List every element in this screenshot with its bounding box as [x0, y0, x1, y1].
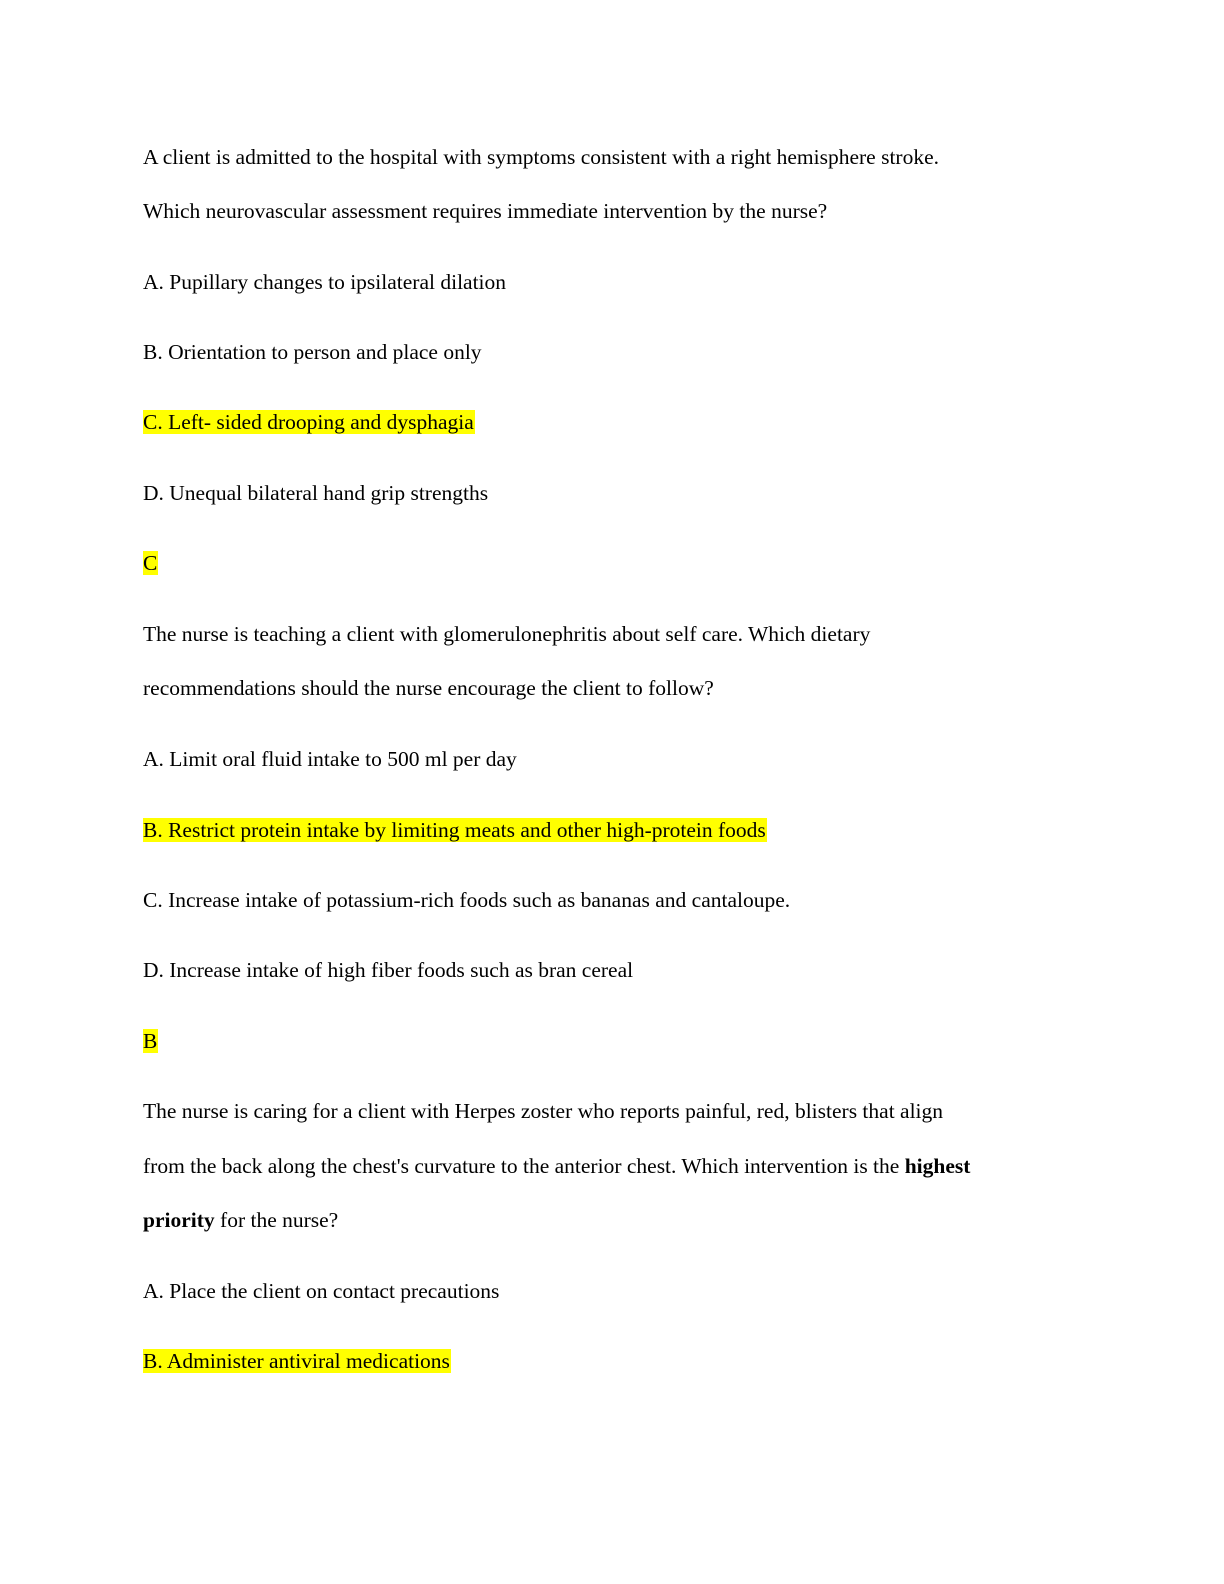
q1-option-b: B. Orientation to person and place only: [143, 340, 482, 364]
q1-option-a: A. Pupillary changes to ipsilateral dilation: [143, 270, 507, 294]
q3-stem-line-1: The nurse is caring for a client with Herpes zoster who reports painful, red, blisters that align: [143, 1099, 944, 1123]
q3-emphasis-highest: highest: [904, 1154, 971, 1178]
q3-option-b-highlighted: B. Administer antiviral medications: [143, 1349, 450, 1373]
q2-answer-highlighted: B: [143, 1029, 158, 1053]
q2-option-b: [143, 816, 767, 844]
q2-stem-line-2: recommendations should the nurse encourage the client to follow?: [143, 676, 714, 700]
q2-option-b-highlighted: B. Restrict protein intake by limiting meats and other high-protein foods: [143, 818, 766, 842]
q1-option-c: [143, 408, 475, 436]
q3-option-a: A. Place the client on contact precautions: [143, 1279, 500, 1303]
q1-option-d: D. Unequal bilateral hand grip strengths: [143, 481, 489, 505]
q2-option-d: D. Increase intake of high fiber foods such as bran cereal: [143, 958, 634, 982]
q1-stem-line-1: A client is admitted to the hospital with symptoms consistent with a right hemisphere stroke.: [143, 145, 939, 169]
q1-stem-line-2: Which neurovascular assessment requires immediate intervention by the nurse?: [143, 199, 828, 223]
q3-stem-line-2: [143, 1152, 970, 1180]
q3-stem-line-2-text: from the back along the chest's curvature to the anterior chest. Which intervention is the: [143, 1154, 905, 1178]
q1-answer-highlighted: C: [143, 551, 158, 575]
q3-emphasis-priority: priority: [143, 1208, 215, 1232]
q3-stem-line-3: [143, 1206, 338, 1234]
q2-answer: [143, 1027, 158, 1055]
q2-stem-line-1: The nurse is teaching a client with glomerulonephritis about self care. Which dietary: [143, 622, 871, 646]
q1-answer: [143, 549, 158, 577]
q2-option-c: C. Increase intake of potassium-rich foods such as bananas and cantaloupe.: [143, 888, 791, 912]
q3-option-b: [143, 1347, 451, 1375]
q3-stem-line-3-text: for the nurse?: [214, 1208, 339, 1232]
q1-option-c-highlighted: C. Left- sided drooping and dysphagia: [143, 410, 474, 434]
q2-option-a: A. Limit oral fluid intake to 500 ml per day: [143, 747, 517, 771]
